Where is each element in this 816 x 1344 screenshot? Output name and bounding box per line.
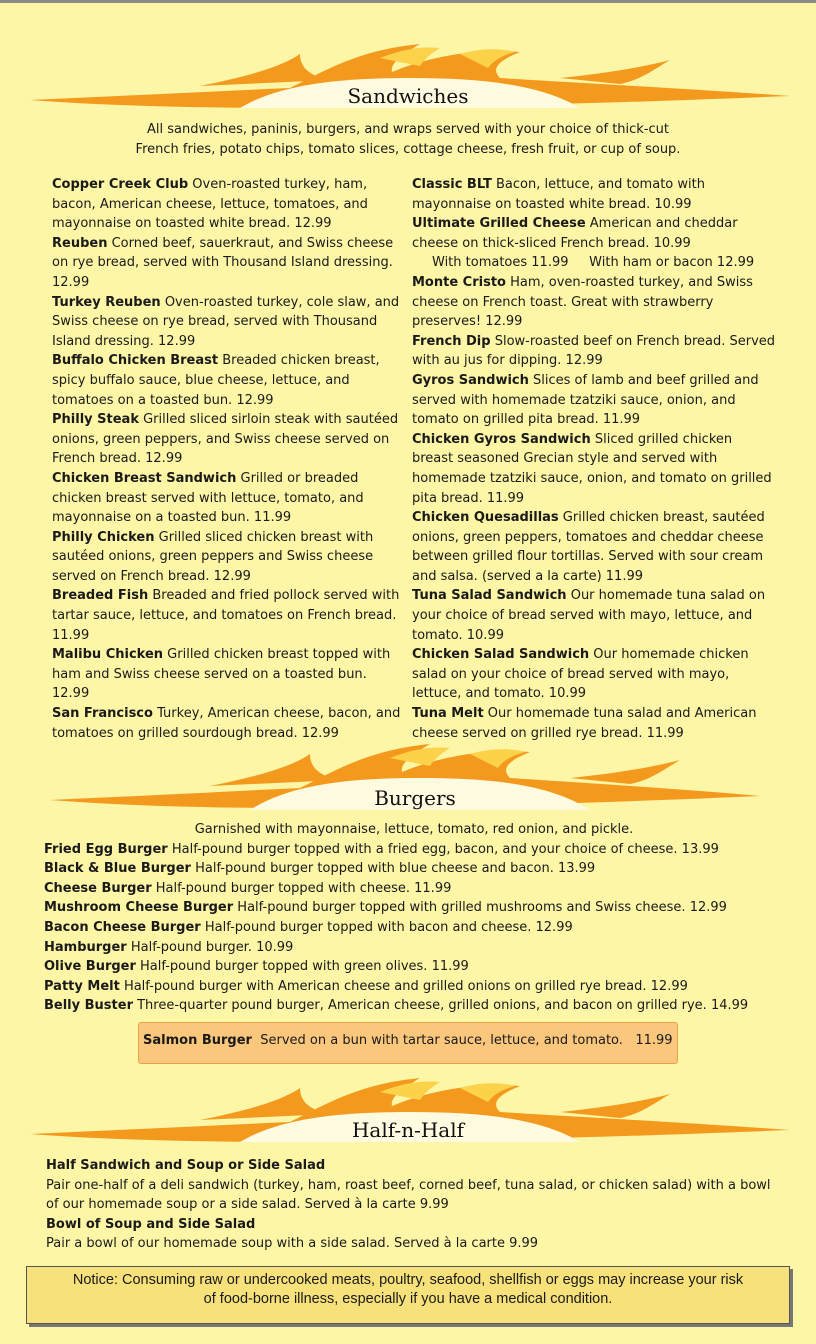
item-desc: Served on a bun with tartar sauce, lettuce, and tomato. 11.99 [251,1033,673,1048]
menu-item [52,410,406,469]
menu-item [44,879,784,899]
item-desc: American and cheddar cheese on thick-sliced French bread. 10.99 [412,216,738,251]
item-desc: Grilled or breaded chicken breast served with lettuce, tomato, and mayonnaise on a toasted bun. 11.99 [52,470,364,526]
item-name: Gyros Sandwich [412,372,529,388]
salmon-burger-callout [138,1022,678,1064]
menu-item [412,704,776,743]
menu-item [412,645,776,704]
item-desc: Half-pound burger with American cheese and grilled onions on grilled rye bread. 12.99 [119,978,688,994]
item-desc: Our homemade tuna salad and American cheese served on grilled rye bread. 11.99 [412,706,757,741]
item-name: Chicken Breast Sandwich [52,470,237,486]
item-desc: Half-pound burger topped with cheese. 11.99 [151,880,452,896]
section-title-half: Half-n-Half [351,1118,464,1142]
item-desc: Oven-roasted turkey, ham, bacon, American cheese, lettuce, tomatoes, and mayonnaise on toasted white bread. 12.99 [52,177,368,232]
item-desc: Half-pound burger topped with grilled mushrooms and Swiss cheese. 12.99 [233,900,727,916]
item-desc: Oven-roasted turkey, cole slaw, and Swiss cheese on rye bread, served with Thousand Island dressing. 12.99 [52,294,400,349]
sandwich-left-column [52,175,406,743]
item-desc: Breaded chicken breast, spicy buffalo sauce, blue cheese, lettuce, and tomatoes on a toasted bun. 12.99 [52,353,380,408]
item-name: Ultimate Grilled Cheese [412,216,586,232]
item-desc: Pair a bowl of our homemade soup with a side salad. Served à la carte 9.99 [46,1236,539,1252]
menu-item [412,332,776,371]
menu-item [52,704,406,743]
menu-item [44,859,784,879]
item-desc: Grilled chicken breast topped with ham and Swiss cheese served on a toasted bun. 12.99 [52,647,391,702]
item-desc: Grilled sliced chicken breast with sautéed onions, green peppers and Swiss cheese served on French bread. 12.99 [52,529,374,584]
item-name: Chicken Salad Sandwich [412,647,590,663]
menu-item-options [412,253,776,273]
menu-item [412,586,776,645]
item-name: Bacon Cheese Burger [44,919,201,935]
menu-item [412,214,776,253]
item-name: Breaded Fish [52,588,149,604]
item-desc: Slow-roasted beef on French bread. Served with au jus for dipping. 12.99 [412,333,776,369]
item-desc: Half-pound burger topped with blue cheese and bacon. 13.99 [190,861,596,877]
item-desc: Grilled sliced sirloin steak with sautéed onions, green peppers, and Swiss cheese served on French bread. 12.99 [52,412,399,467]
item-desc: With tomatoes 11.99 With ham or bacon 12.99 [432,255,755,271]
item-desc: Grilled chicken breast, sautéed onions, green peppers, tomatoes and cheddar cheese between grilled flour tortillas. Served with sour cream and salsa. (served a la carte) 11.99 [412,510,765,584]
item-name: Reuben [52,235,108,251]
item-desc: Our homemade chicken salad on your choice of bread served with mayo, lettuce, and tomato. 10.99 [412,647,749,702]
item-name: Turkey Reuben [52,294,161,310]
section-title-burgers: Burgers [374,786,456,810]
item-desc: Turkey, American cheese, bacon, and tomatoes on grilled sourdough bread. 12.99 [52,706,401,741]
menu-item [46,1215,786,1235]
intro-line: French fries, potato chips, tomato slices, cottage cheese, fresh fruit, or cup of soup. [135,142,681,157]
item-desc: Half-pound burger topped with bacon and cheese. 12.99 [200,919,573,935]
item-name: Fried Egg Burger [44,841,168,857]
item-desc: Breaded and fried pollock served with tartar sauce, lettuce, and tomatoes on French bread. 11.99 [52,588,400,643]
menu-item [52,175,406,234]
top-border [0,0,816,3]
item-name: Hamburger [44,939,127,955]
sandwich-right-column [412,175,776,743]
burgers-list [44,820,784,1016]
item-desc: Bacon, lettuce, and tomato with mayonnaise on toasted white bread. 10.99 [412,177,705,212]
item-name: Olive Burger [44,959,136,975]
menu-item [412,273,776,332]
half-n-half-list [46,1156,786,1254]
menu-item [412,175,776,214]
menu-item [52,351,406,410]
menu-item [52,528,406,587]
item-name: Philly Steak [52,412,139,428]
menu-item [44,938,784,958]
menu-item [46,1156,786,1176]
menu-item [52,469,406,528]
notice-line: Notice: Consuming raw or undercooked meats, poultry, seafood, shellfish or eggs may increase your risk [72,1272,744,1288]
menu-item [52,293,406,352]
item-name: Chicken Quesadillas [412,510,559,526]
item-name: Belly Buster [44,998,133,1014]
menu-item [44,918,784,938]
item-name: Mushroom Cheese Burger [44,900,234,916]
health-notice [26,1266,790,1324]
menu-item [44,898,784,918]
intro-line: All sandwiches, paninis, burgers, and wraps served with your choice of thick-cut [147,122,669,137]
item-name: Bowl of Soup and Side Salad [46,1216,256,1232]
notice-line: of food-borne illness, especially if you have a medical condition. [203,1291,613,1307]
item-name: French Dip [412,333,491,349]
item-name: Buffalo Chicken Breast [52,353,219,369]
item-name: Philly Chicken [52,529,155,545]
menu-item [412,430,776,508]
sandwiches-banner [0,38,816,118]
item-name: Monte Cristo [412,274,506,290]
item-name: Half Sandwich and Soup or Side Salad [46,1158,326,1173]
item-name: San Francisco [52,706,153,722]
menu-item [44,977,784,997]
half-banner [0,1072,816,1152]
menu-item [412,371,776,430]
item-name: Black & Blue Burger [44,861,191,877]
sandwich-intro [40,120,776,160]
item-desc: Slices of lamb and beef grilled and served with homemade tzatziki sauce, onion, and tomato on grilled pita bread. 11.99 [412,372,759,428]
item-name: Malibu Chicken [52,647,164,663]
burgers-banner [0,740,816,820]
item-desc: Half-pound burger. 10.99 [126,939,294,955]
item-name: Cheese Burger [44,880,152,896]
item-name: Chicken Gyros Sandwich [412,431,591,447]
item-desc: Half-pound burger topped with a fried egg, bacon, and your choice of cheese. 13.99 [167,841,719,857]
menu-item [52,234,406,293]
item-name: Tuna Salad Sandwich [412,588,567,604]
item-desc: Pair one-half of a deli sandwich (turkey, ham, roast beef, corned beef, tuna salad, or chicken salad) with a bowl of our homemade soup or a side salad. Served à la carte 9.99 [46,1177,771,1213]
item-name: Classic BLT [412,177,492,192]
item-name: Tuna Melt [412,706,484,722]
menu-item [412,508,776,586]
item-desc: Our homemade tuna salad on your choice of bread served with mayo, lettuce, and tomato. 10.99 [412,588,766,643]
item-desc: Sliced grilled chicken breast seasoned Grecian style and served with homemade tzatziki sauce, onion, and tomato on grilled pita bread. 11.99 [412,431,772,506]
burger-intro: Garnished with mayonnaise, lettuce, tomato, red onion, and pickle. [194,822,634,837]
item-desc: Half-pound burger topped with green olives. 11.99 [135,959,469,975]
item-desc: Corned beef, sauerkraut, and Swiss cheese on rye bread, served with Thousand Island dressing. 12.99 [52,235,394,290]
item-name: Patty Melt [44,978,120,994]
menu-item [44,996,784,1016]
section-title-sandwiches: Sandwiches [347,84,469,108]
item-desc: Ham, oven-roasted turkey, and Swiss cheese on French toast. Great with strawberry preserves! 12.99 [412,274,753,330]
item-desc: Three-quarter pound burger, American cheese, grilled onions, and bacon on grilled rye. 14.99 [132,998,749,1014]
menu-item [52,645,406,704]
menu-item [44,840,784,860]
item-name: Copper Creek Club [52,177,189,192]
menu-item [52,586,406,645]
menu-item [44,957,784,977]
item-name: Salmon Burger [143,1033,252,1048]
